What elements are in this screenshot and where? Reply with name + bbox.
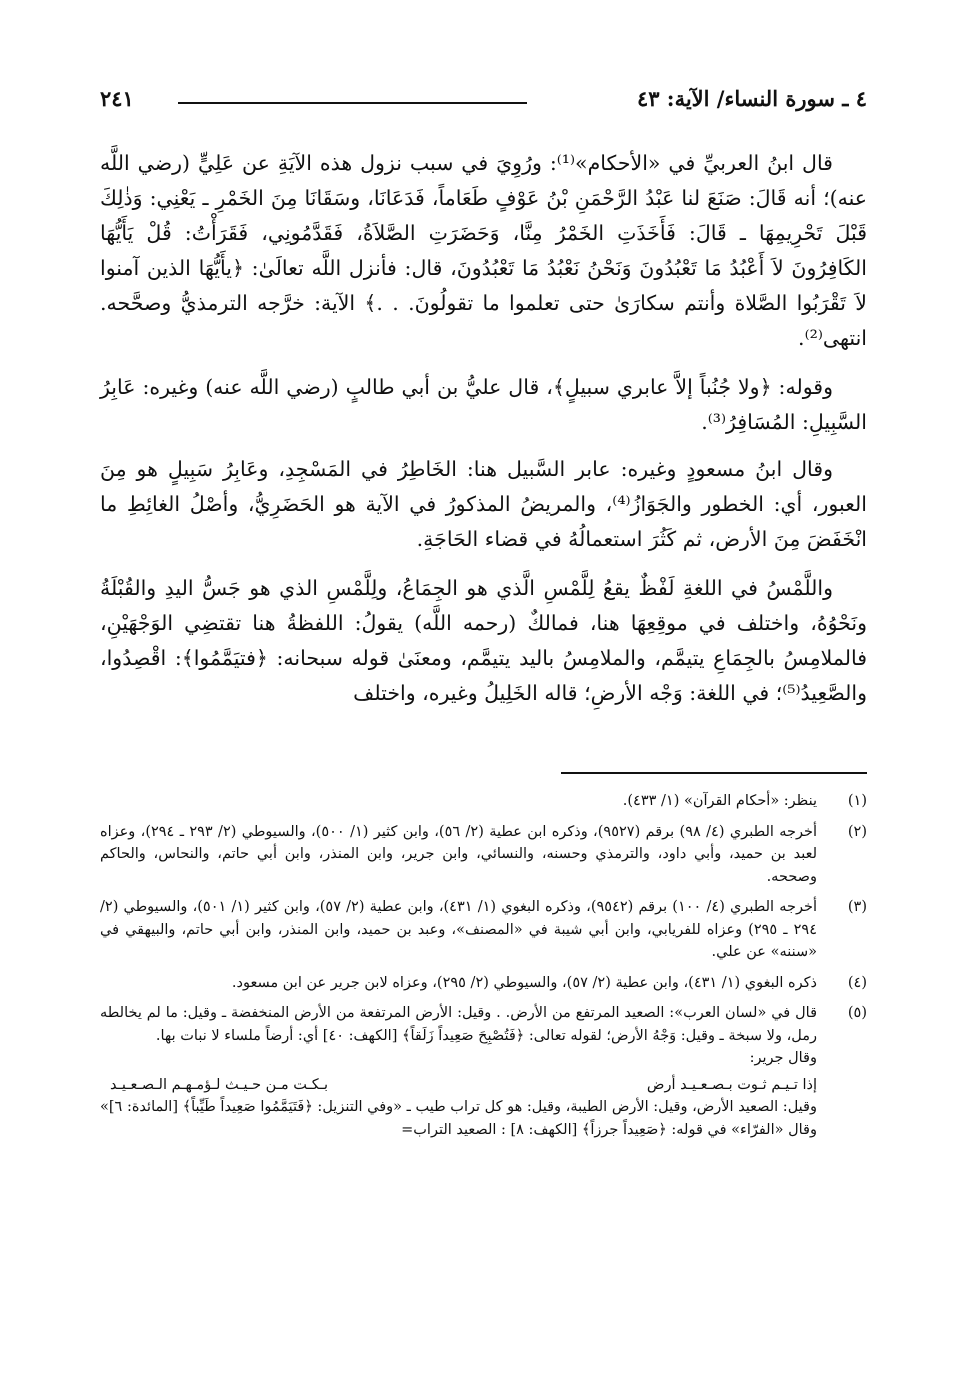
header-title: ٤ ـ سورة النساء/ الآية: ٤٣ bbox=[636, 86, 867, 111]
footnote-2 bbox=[100, 821, 867, 889]
poem-intro: وقال جرير: bbox=[749, 1050, 817, 1066]
footnote-4 bbox=[100, 972, 867, 995]
footnote-text: ذكره البغوي (١/ ٤٣١)، وابن عطية (٢/ ٥٧)، والسيوطي (٢/ ٢٩٥)، وعزاه لابن جرير عن ابن مسعود. bbox=[231, 974, 817, 991]
poem-verse bbox=[100, 1074, 817, 1097]
footnote-text: ينظر: «أحكام القرآن» (١/ ٤٣٣). bbox=[622, 793, 817, 809]
footnotes bbox=[100, 790, 867, 1149]
header-rule bbox=[178, 102, 527, 104]
footnote-text: أخرجه الطبري (٤/ ٩٨) برقم (٩٥٢٧)، وذكره ابن عطية (٢/ ٥٦)، وابن كثير (١/ ٥٠٠)، والسيوطي (٢/ ٢٩٣ ـ ٢٩٤)، وعزاه لعبد بن حميد، وأبي داود، والترمذي وحسنه، والنسائي، وابن جرير، وابن المنذر، وابن أبي حاتم، والنحاس، والحاكم وصححه. bbox=[100, 823, 818, 885]
footnote-number: (٣) bbox=[847, 899, 867, 915]
footnote-3 bbox=[100, 896, 867, 964]
paragraph-2: وقوله: ﴿ولا جُنُباً إلاَّ عابري سبيلٍ﴾، قال عليُّ بن أبي طالبٍ (رضي اللَّه عنه) وغيره: عَابِرُ السَّبِيلِ: المُسَافِرُ⁽³⁾. bbox=[100, 375, 867, 434]
footnote-separator bbox=[561, 772, 867, 774]
poem-first-hemistich: إذا تـيـم ثـوت بـصـعـيـد أرض bbox=[646, 1076, 817, 1093]
footnote-text: أخرجه الطبري (٤/ ١٠٠) برقم (٩٥٤٢)، وذكره البغوي (١/ ٤٣١)، وابن عطية (٢/ ٥٧)، وابن كثير (١/ ٥٠١)، والسيوطي (٢/ ٢٩٤ ـ ٢٩٥) وعزاه للفريابي، وابن أبي شيبة في «المصنف»، وعبد بن حميد، وابن المنذر، وابن أبي حاتم، والبيهقي في «سننه» عن علي. bbox=[100, 899, 817, 960]
footnote-number: (٢) bbox=[847, 823, 867, 840]
footnote-number: (١) bbox=[847, 793, 867, 809]
paragraph-3: وقال ابنُ مسعودٍ وغيره: عابر السَّبيل هنا: الخَاطِرُ في المَسْجِدِ، وعَابِرُ سَبِيلٍ هو مِنَ العبور، أي: الخطور والجَوَازُ⁽⁴⁾، والمريضُ المذكورُ في الآية هو الحَضَرِيُّ، وأصْلُ الغائِطِ ما انْخَفَضَ مِنَ الأرض، ثم كَثُرَ استعمالُهُ في قضاء الحَاجَةِ. bbox=[100, 457, 867, 551]
main-text bbox=[100, 146, 867, 725]
footnote-text: قال في «لسان العرب»: الصعيد المرتفع من الأرض. . وقيل: الأرض المرتفعة من الأرض المنخفضة ـ وقيل: ما لم يخالطه رمل، ولا سبخة ـ وقيل: وَجْهُ الأرض؛ لقوله تعالى: ﴿فَتُصْبِحَ صَعِيداً زَلَقاً﴾ [الكهف: ٤٠] أي: أرضاً ملساء لا نبات بها. bbox=[100, 1005, 817, 1044]
footnote-number: (٥) bbox=[847, 1005, 867, 1021]
footnote-5 bbox=[100, 1002, 867, 1141]
footnote-1 bbox=[100, 790, 867, 813]
footnote-number: (٤) bbox=[847, 974, 867, 991]
footnote-body bbox=[100, 1002, 817, 1141]
running-header bbox=[100, 84, 867, 118]
paragraph-4: واللَّمْسُ في اللغةِ لَفْظٌ يقعُ لِلَّمْسِ الَّذي هو الجِمَاعُ، ولِلَّمْسِ الذي هو جَسُّ اليدِ والقُبْلَةُ ونَحْوُهُ، واختلف في موقِعِهَا هنا، فمالكٌ (رحمه اللَّه) يقولُ: اللفظةُ هنا تقتضِي الوَجْهَيْنِ، فالملامِسُ بالجِمَاعِ يتيمَّم، والملامِسُ باليد يتيمَّم، ومعنَىٰ قوله سبحانه: ﴿فتيَمَّمُوا﴾: اقْصِدُوا، والصَّعِيدُ⁽⁵⁾؛ في اللغة: وَجْه الأرضِ؛ قاله الخَلِيلُ وغيره، واختلف bbox=[100, 576, 867, 705]
page-number: ٢٤١ bbox=[100, 86, 134, 111]
footnote-continuation: وقيل: الصعيد الأرض، وقيل: الأرض الطيبة، وقيل: هو كل تراب طيب ـ «وفي التنزيل: ﴿فَتَيَمَّمُوا صَعِيداً طَيِّباً﴾ [المائدة: ٦]» وقال «الفرّاء» في قوله: ﴿صَعِيداً جرزاً﴾ [الكهف: ٨] : الصعيد التراب= bbox=[100, 1099, 817, 1138]
poem-second-hemistich: بـكـت مـن حـيـث لـؤمـهـم الـصـعـيـد bbox=[110, 1076, 329, 1093]
paragraph-1: قال ابنُ العربيِّ في «الأحكام»⁽¹⁾: ورُوِيَ في سبب نزول هذه الآيَةِ عن عَلِيٍّ (رضي اللَّه عنه)؛ أنه قَالَ: صَنَعَ لنا عَبْدُ الرَّحْمَنِ بْنُ عَوْفٍ طَعَاماً، فَدَعَانَا، وسَقَانَا مِنَ الخَمْرِ ـ يَعْنِي: وَذٰلِكَ قَبْلَ تَحْرِيمِهَا ـ قَالَ: فَأَخَذَتِ الخَمْرُ مِنَّا، وَحَضَرَتِ الصَّلاَةُ، فَقَدَّمُونِي، فَقَرَأْتُ: قُلْ يَأَيُّهَا الكَافِرُونَ لاَ أَعْبُدُ مَا تَعْبُدُونَ وَنَحْنُ نَعْبُدُ مَا تَعْبُدُونَ، قال: فأنزل اللَّه تعالَىٰ: ﴿يأَيُّهَا الذين آمنوا لاَ تَقْرَبُوا الصَّلاة وأنتم سكارَىٰ حتى تعلموا ما تقولُونَ. . .﴾ الآية: خرَّجه الترمذيُّ وصحَّحه. انتهى⁽²⁾. bbox=[100, 151, 867, 350]
